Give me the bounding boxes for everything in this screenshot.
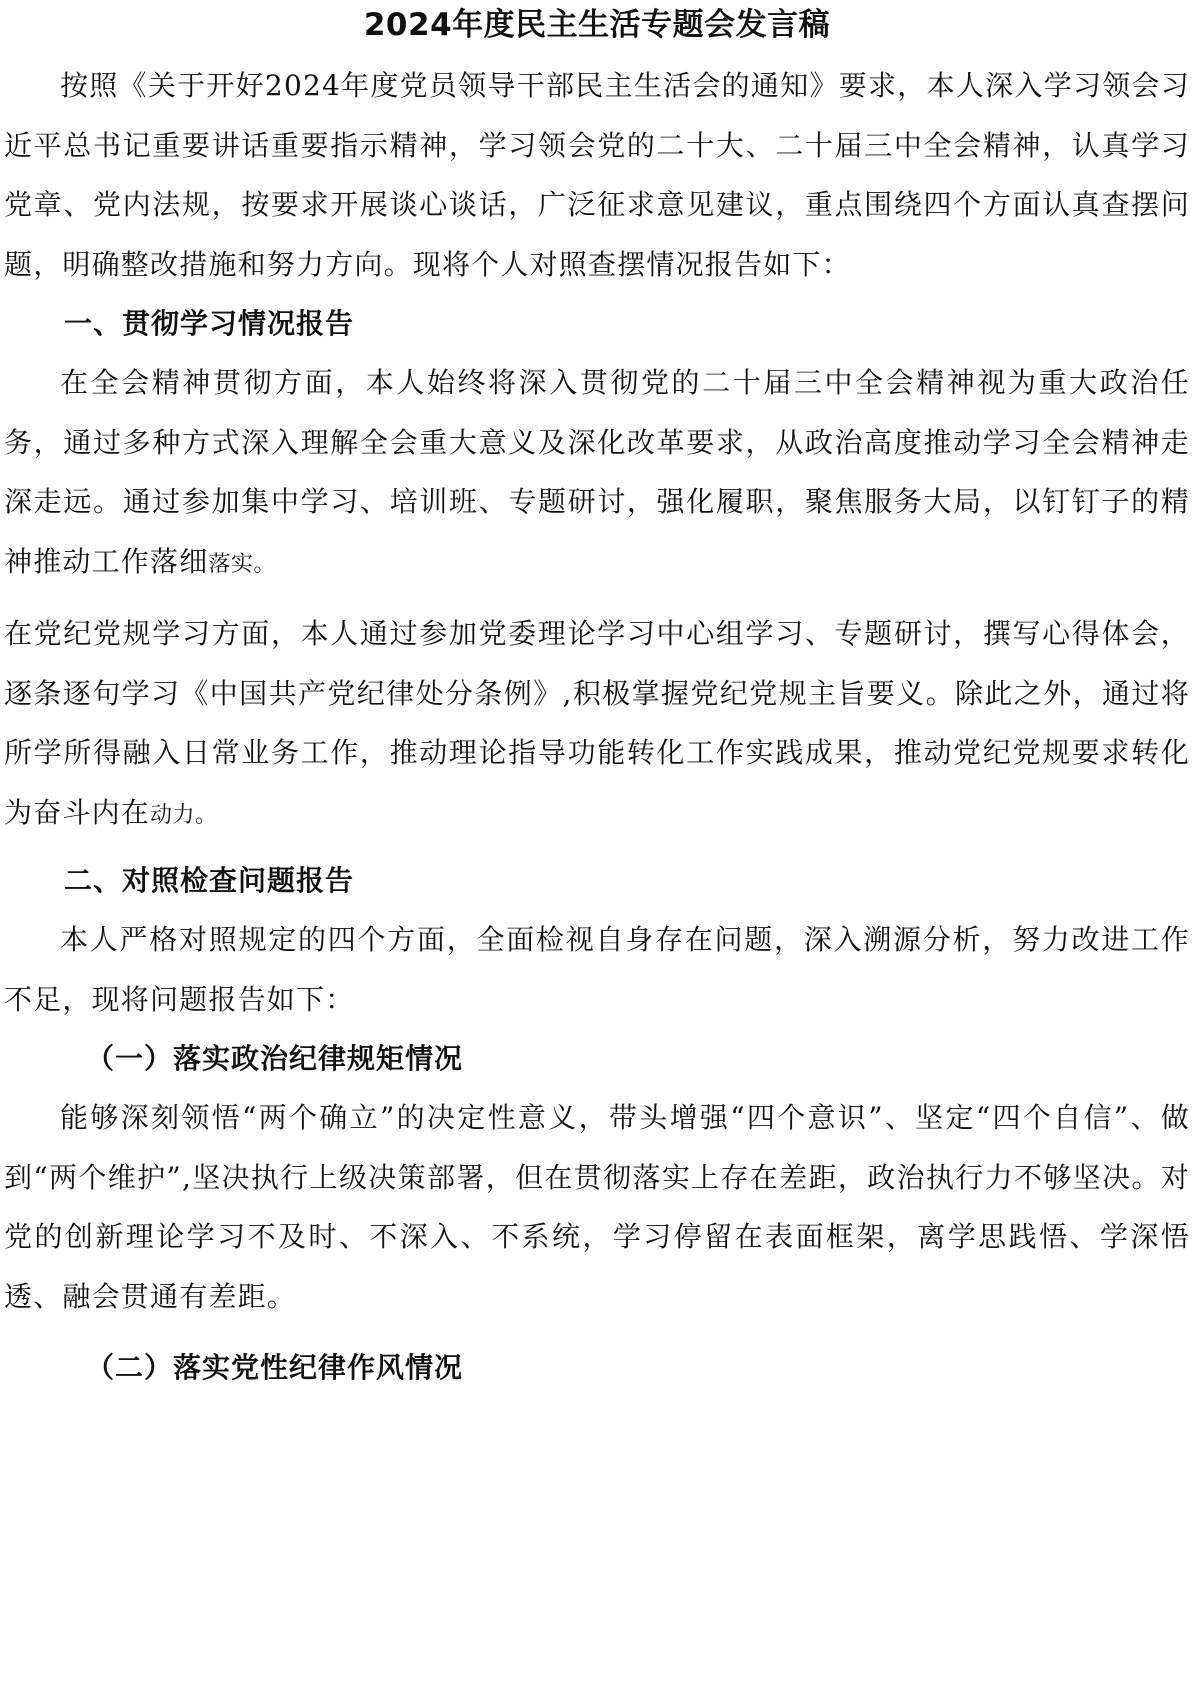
section-1-paragraph-1-tail: 落实。: [208, 551, 276, 577]
intro-paragraph: 按照《关于开好2024年度党员领导干部民主生活会的通知》要求，本人深入学习领会习近平总书记重要讲话重要指示精神，学习领会党的二十大、二十届三中全会精神，认真学习党章、党内法规，按要求开展谈心谈话，广泛征求意见建议，重点围绕四个方面认真查摆问题，明确整改措施和努力方向。现将个人对照查摆情况报告如下：: [4, 69, 1190, 281]
section-2-heading: 二、对照检查问题报告: [64, 864, 355, 897]
section-1-paragraph-1: [4, 353, 1190, 594]
subsection-1-paragraph: 能够深刻领悟“两个确立”的决定性意义，带头增强“四个意识”、坚定“四个自信”、做到“两个维护”,坚决执行上级决策部署，但在贯彻落实上存在差距，政治执行力不够坚决。对党的创新理论学习不及时、不深入、不系统，学习停留在表面框架，离学思践悟、学深悟透、融会贯通有差距。: [4, 1101, 1190, 1313]
subsection-1-heading: （一）落实政治纪律规矩情况: [86, 1042, 464, 1075]
section-1-paragraph-2-tail: 动力。: [150, 802, 218, 828]
section-1-paragraph-2-text: 在党纪党规学习方面，本人通过参加党委理论学习中心组学习、专题研讨，撰写心得体会，逐条逐句学习《中国共产党纪律处分条例》,积极掌握党纪党规主旨要义。除此之外，通过将所学所得融入日常业务工作，推动理论指导功能转化工作实践成果，推动党纪党规要求转化为奋斗内在: [4, 617, 1190, 829]
section-1-paragraph-2: [4, 604, 1190, 845]
subsection-2-heading: （二）落实党性纪律作风情况: [86, 1351, 464, 1384]
document-title: 2024年度民主生活专题会发言稿: [363, 7, 831, 43]
section-2-intro-paragraph: 本人严格对照规定的四个方面，全面检视自身存在问题，深入溯源分析，努力改进工作不足，现将问题报告如下：: [4, 923, 1190, 1016]
section-1-heading: 一、贯彻学习情况报告: [64, 307, 355, 340]
section-1-paragraph-1-text: 在全会精神贯彻方面，本人始终将深入贯彻党的二十届三中全会精神视为重大政治任务，通过多种方式深入理解全会重大意义及深化改革要求，从政治高度推动学习全会精神走深走远。通过参加集中学习、培训班、专题研讨，强化履职，聚焦服务大局，以钉钉子的精神推动工作落细: [4, 366, 1190, 578]
